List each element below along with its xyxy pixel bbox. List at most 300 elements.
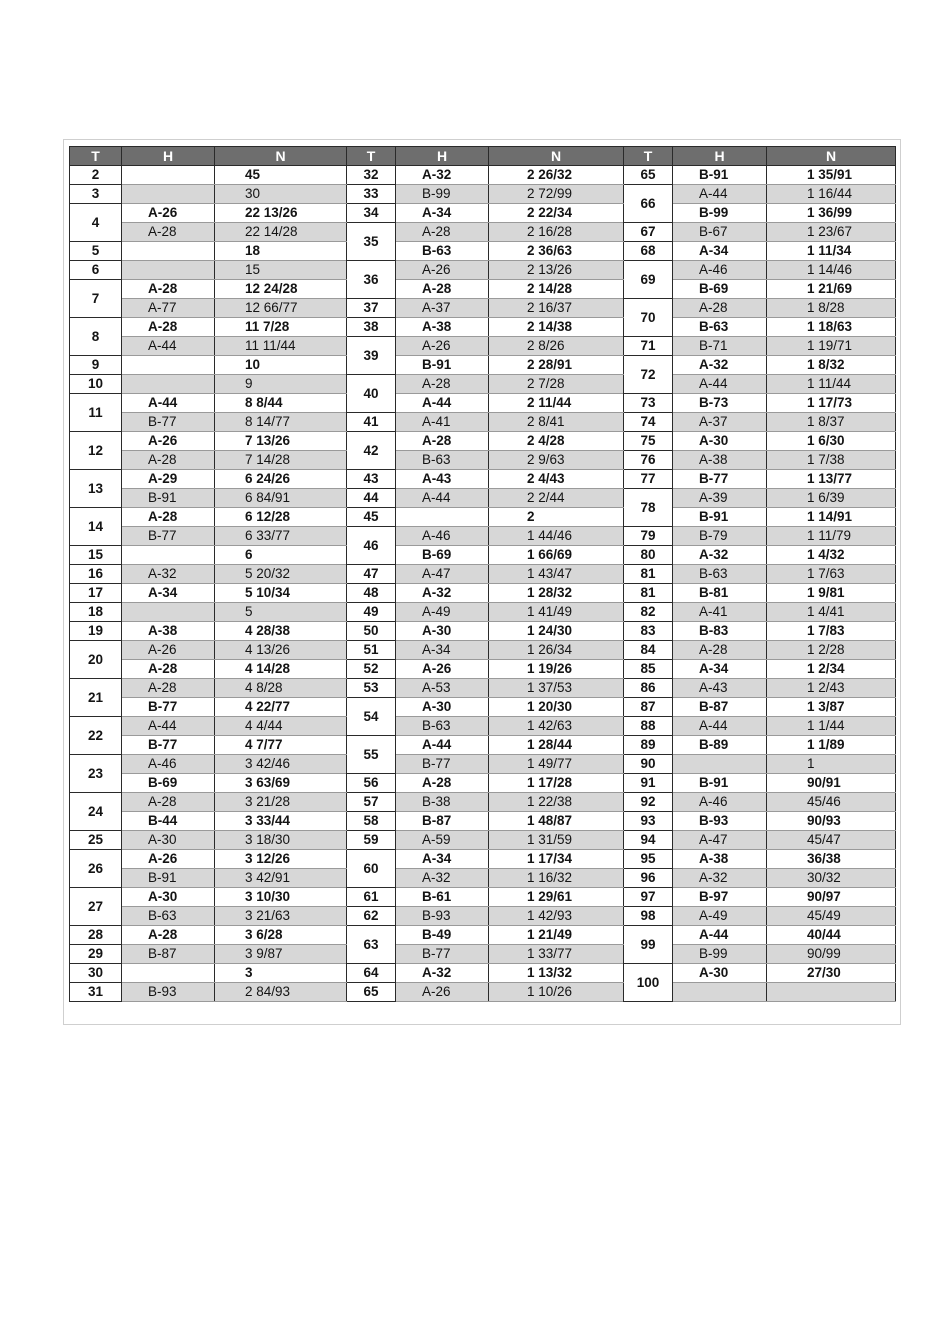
cell-n: 1 28/44: [489, 736, 624, 755]
cell-n: 40/44: [767, 926, 896, 945]
table-row: [70, 356, 896, 375]
cell-h: B-63: [396, 242, 489, 261]
cell-n: 1 11/79: [767, 527, 896, 546]
cell-t: 61: [347, 888, 396, 907]
table-row: [70, 1002, 896, 1021]
cell-t: 72: [624, 356, 673, 394]
cell-n: 1 37/53: [489, 679, 624, 698]
cell-t: 25: [70, 831, 122, 850]
cell-h: A-46: [673, 261, 767, 280]
cell-t: 90: [624, 755, 673, 774]
table-row: [70, 660, 896, 679]
cell-t: 95: [624, 850, 673, 869]
cell-n: 1 4/41: [767, 603, 896, 622]
cell-n: 1 42/93: [489, 907, 624, 926]
cell-h: A-37: [673, 413, 767, 432]
cell-h: B-91: [673, 508, 767, 527]
table-row: [70, 527, 896, 546]
cell-t: 65: [624, 166, 673, 185]
table-row: [70, 641, 896, 660]
cell-t: 91: [624, 774, 673, 793]
cell-t: 78: [624, 489, 673, 527]
cell-h: B-67: [673, 223, 767, 242]
cell-h: A-44: [673, 375, 767, 394]
cell-h: A-37: [396, 299, 489, 318]
cell-h: B-63: [673, 318, 767, 337]
cell-h: A-41: [673, 603, 767, 622]
cell-h: B-99: [396, 185, 489, 204]
cell-t: 35: [347, 223, 396, 261]
cell-n: 6 24/26: [215, 470, 347, 489]
cell-h: [673, 983, 767, 1002]
cell-n: 6 84/91: [215, 489, 347, 508]
cell-n: 45: [215, 166, 347, 185]
cell-n: 6: [215, 546, 347, 565]
cell-h: A-26: [122, 850, 215, 869]
cell-n: 1 21/69: [767, 280, 896, 299]
table-row: [70, 793, 896, 812]
cell-t: 74: [624, 413, 673, 432]
table-row: [70, 546, 896, 565]
cell-h: B-91: [673, 774, 767, 793]
cell-n: 4 22/77: [215, 698, 347, 717]
cell-t: 58: [347, 812, 396, 831]
cell-h: B-87: [122, 945, 215, 964]
header-n-3: N: [767, 147, 896, 166]
header-n-2: N: [489, 147, 624, 166]
index-table: [69, 146, 896, 1020]
cell-t: 48: [347, 584, 396, 603]
cell-t: 56: [347, 774, 396, 793]
cell-n: 4 8/28: [215, 679, 347, 698]
cell-n: 2 7/28: [489, 375, 624, 394]
cell-n: 1 22/38: [489, 793, 624, 812]
cell-n: 2: [489, 508, 624, 527]
table-row: [70, 166, 896, 185]
cell-h: A-32: [396, 869, 489, 888]
cell-n: 18: [215, 242, 347, 261]
table-row: [70, 584, 896, 603]
cell-n: 1 66/69: [489, 546, 624, 565]
cell-t: 55: [347, 736, 396, 774]
cell-n: 90/91: [767, 774, 896, 793]
cell-t: 21: [70, 679, 122, 717]
cell-t: 67: [624, 223, 673, 242]
cell-t: 75: [624, 432, 673, 451]
cell-h: A-30: [396, 622, 489, 641]
cell-t: 16: [70, 565, 122, 584]
cell-n: 3: [215, 964, 347, 983]
cell-t: 41: [347, 413, 396, 432]
cell-n: 1 14/46: [767, 261, 896, 280]
cell-t: 14: [70, 508, 122, 546]
table-row: [70, 185, 896, 204]
cell-n: 3 21/63: [215, 907, 347, 926]
cell-h: A-44: [122, 717, 215, 736]
cell-h: B-93: [673, 812, 767, 831]
cell-h: A-44: [673, 717, 767, 736]
cell-t: 63: [347, 926, 396, 964]
cell-n: 30/32: [767, 869, 896, 888]
cell-t: 89: [624, 736, 673, 755]
cell-n: 1 2/43: [767, 679, 896, 698]
cell-h: A-28: [396, 223, 489, 242]
cell-h: A-30: [673, 964, 767, 983]
cell-n: 1 10/26: [489, 983, 624, 1002]
cell-h: [122, 261, 215, 280]
cell-n: 1 3/87: [767, 698, 896, 717]
cell-h: A-34: [673, 242, 767, 261]
cell-t: 86: [624, 679, 673, 698]
cell-n: 2 72/99: [489, 185, 624, 204]
cell-n: 1 48/87: [489, 812, 624, 831]
cell-t: 13: [70, 470, 122, 508]
cell-n: 2 8/26: [489, 337, 624, 356]
cell-h: B-79: [673, 527, 767, 546]
cell-h: B-69: [673, 280, 767, 299]
table-row: [70, 983, 896, 1002]
cell-n: 3 42/91: [215, 869, 347, 888]
table-row: [70, 812, 896, 831]
cell-h: B-87: [396, 812, 489, 831]
cell-h: A-28: [122, 926, 215, 945]
cell-t: 100: [624, 964, 673, 1002]
cell-h: B-99: [673, 204, 767, 223]
cell-h: A-30: [396, 698, 489, 717]
cell-n: 1 42/63: [489, 717, 624, 736]
cell-n: 2 2/44: [489, 489, 624, 508]
cell-t: 84: [624, 641, 673, 660]
table-row: [70, 299, 896, 318]
cell-h: A-77: [122, 299, 215, 318]
cell-h: B-87: [673, 698, 767, 717]
cell-n: 6 33/77: [215, 527, 347, 546]
cell-n: 1 6/39: [767, 489, 896, 508]
cell-h: [122, 964, 215, 983]
cell-n: 1 9/81: [767, 584, 896, 603]
cell-n: 1 17/73: [767, 394, 896, 413]
table-row: [70, 679, 896, 698]
cell-t: 32: [347, 166, 396, 185]
table-row: [70, 242, 896, 261]
cell-t: 8: [70, 318, 122, 356]
cell-t: 29: [70, 945, 122, 964]
cell-h: B-38: [396, 793, 489, 812]
header-h-3: H: [673, 147, 767, 166]
cell-n: 2 9/63: [489, 451, 624, 470]
cell-h: B-63: [122, 907, 215, 926]
cell-h: A-34: [396, 204, 489, 223]
cell-t: 44: [347, 489, 396, 508]
cell-n: 1 11/34: [767, 242, 896, 261]
cell-n: 2 4/43: [489, 470, 624, 489]
cell-n: 1 1/89: [767, 736, 896, 755]
cell-n: 2 36/63: [489, 242, 624, 261]
cell-h: B-77: [122, 736, 215, 755]
cell-n: 2 13/26: [489, 261, 624, 280]
cell-t: 76: [624, 451, 673, 470]
cell-t: 33: [347, 185, 396, 204]
cell-n: 1 16/44: [767, 185, 896, 204]
cell-h: B-77: [396, 945, 489, 964]
table-row: [70, 907, 896, 926]
cell-t: 10: [70, 375, 122, 394]
cell-t: 27: [70, 888, 122, 926]
cell-h: A-29: [122, 470, 215, 489]
cell-n: 22 14/28: [215, 223, 347, 242]
cell-h: A-47: [396, 565, 489, 584]
cell-n: 8 14/77: [215, 413, 347, 432]
cell-t: 19: [70, 622, 122, 641]
cell-h: B-71: [673, 337, 767, 356]
cell-n: 1 7/63: [767, 565, 896, 584]
cell-n: 1 17/28: [489, 774, 624, 793]
cell-t: 81: [624, 565, 673, 584]
cell-n: 4 7/77: [215, 736, 347, 755]
cell-h: B-63: [396, 717, 489, 736]
cell-h: [396, 508, 489, 527]
cell-t: 82: [624, 603, 673, 622]
cell-n: 5: [215, 603, 347, 622]
table-row: [70, 698, 896, 717]
cell-h: A-49: [396, 603, 489, 622]
cell-h: A-28: [122, 280, 215, 299]
cell-h: A-28: [122, 508, 215, 527]
cell-h: A-28: [122, 660, 215, 679]
cell-t: 12: [70, 432, 122, 470]
cell-h: A-32: [122, 565, 215, 584]
cell-n: 11 7/28: [215, 318, 347, 337]
cell-h: B-93: [122, 983, 215, 1002]
cell-n: 36/38: [767, 850, 896, 869]
cell-h: A-43: [396, 470, 489, 489]
cell-n: 1 31/59: [489, 831, 624, 850]
cell-h: B-77: [396, 755, 489, 774]
cell-t: 5: [70, 242, 122, 261]
cell-h: [122, 166, 215, 185]
cell-t: 52: [347, 660, 396, 679]
cell-n: 5 10/34: [215, 584, 347, 603]
cell-h: B-91: [396, 356, 489, 375]
cell-t: 68: [624, 242, 673, 261]
cell-h: [122, 185, 215, 204]
cell-t: 43: [347, 470, 396, 489]
cell-h: A-34: [122, 584, 215, 603]
cell-h: A-28: [396, 375, 489, 394]
cell-h: B-49: [396, 926, 489, 945]
cell-h: B-89: [673, 736, 767, 755]
table-row: [70, 926, 896, 945]
cell-h: A-44: [673, 185, 767, 204]
cell-t: 50: [347, 622, 396, 641]
cell-n: 15: [215, 261, 347, 280]
cell-t: 87: [624, 698, 673, 717]
cell-h: A-30: [673, 432, 767, 451]
table-row: [70, 565, 896, 584]
table-row: [70, 318, 896, 337]
cell-h: B-63: [673, 565, 767, 584]
cell-t: 39: [347, 337, 396, 375]
cell-h: A-38: [673, 850, 767, 869]
table-row: [70, 451, 896, 470]
cell-n: 2 28/91: [489, 356, 624, 375]
cell-t: 28: [70, 926, 122, 945]
cell-t: 99: [624, 926, 673, 964]
cell-h: B-91: [673, 166, 767, 185]
table-row: [70, 736, 896, 755]
cell-t: 36: [347, 261, 396, 299]
cell-h: A-43: [673, 679, 767, 698]
table-row: [70, 280, 896, 299]
cell-n: 1 26/34: [489, 641, 624, 660]
cell-n: 12 24/28: [215, 280, 347, 299]
cell-n: 30: [215, 185, 347, 204]
cell-n: 1 19/71: [767, 337, 896, 356]
header-h-1: H: [122, 147, 215, 166]
cell-n: 1 1/44: [767, 717, 896, 736]
cell-t: 18: [70, 603, 122, 622]
cell-n: 11 11/44: [215, 337, 347, 356]
table-row: [70, 755, 896, 774]
cell-h: A-28: [673, 641, 767, 660]
cell-h: B-61: [396, 888, 489, 907]
cell-t: 88: [624, 717, 673, 736]
cell-t: 46: [347, 527, 396, 565]
cell-h: [122, 546, 215, 565]
table-row: [70, 888, 896, 907]
cell-n: 6 12/28: [215, 508, 347, 527]
table-row: [70, 945, 896, 964]
cell-n: 1 49/77: [489, 755, 624, 774]
cell-t: 51: [347, 641, 396, 660]
cell-h: B-83: [673, 622, 767, 641]
cell-t: 85: [624, 660, 673, 679]
cell-h: A-38: [396, 318, 489, 337]
cell-n: 7 13/26: [215, 432, 347, 451]
cell-h: A-32: [673, 869, 767, 888]
cell-t: 54: [347, 698, 396, 736]
cell-n: 5 20/32: [215, 565, 347, 584]
cell-n: 1 29/61: [489, 888, 624, 907]
cell-h: A-28: [122, 451, 215, 470]
cell-t: 97: [624, 888, 673, 907]
cell-h: B-77: [122, 698, 215, 717]
cell-n: 3 18/30: [215, 831, 347, 850]
table-row: [70, 850, 896, 869]
cell-n: 1 28/32: [489, 584, 624, 603]
cell-n: 3 10/30: [215, 888, 347, 907]
cell-n: 1 23/67: [767, 223, 896, 242]
cell-n: 1 13/77: [767, 470, 896, 489]
cell-h: A-26: [396, 660, 489, 679]
header-row: [70, 147, 896, 166]
cell-n: 1 35/91: [767, 166, 896, 185]
cell-n: 1 43/47: [489, 565, 624, 584]
cell-t: 62: [347, 907, 396, 926]
cell-n: 90/93: [767, 812, 896, 831]
cell-n: 1 17/34: [489, 850, 624, 869]
cell-t: 64: [347, 964, 396, 983]
cell-h: A-44: [396, 489, 489, 508]
cell-h: B-69: [122, 774, 215, 793]
cell-h: A-38: [673, 451, 767, 470]
cell-t: 73: [624, 394, 673, 413]
cell-t: 30: [70, 964, 122, 983]
cell-h: A-41: [396, 413, 489, 432]
table-row: [70, 869, 896, 888]
cell-h: A-28: [396, 432, 489, 451]
cell-h: A-59: [396, 831, 489, 850]
cell-h: A-26: [122, 641, 215, 660]
cell-n: 2 8/41: [489, 413, 624, 432]
cell-n: 22 13/26: [215, 204, 347, 223]
cell-n: 45/49: [767, 907, 896, 926]
cell-n: 2 4/28: [489, 432, 624, 451]
cell-n: 2 84/93: [215, 983, 347, 1002]
cell-h: A-32: [396, 166, 489, 185]
cell-t: 2: [70, 166, 122, 185]
cell-h: B-77: [673, 470, 767, 489]
cell-h: A-34: [673, 660, 767, 679]
cell-n: 1 7/83: [767, 622, 896, 641]
cell-n: 1 44/46: [489, 527, 624, 546]
cell-h: A-28: [396, 280, 489, 299]
cell-h: A-28: [673, 299, 767, 318]
cell-t: 37: [347, 299, 396, 318]
cell-h: B-97: [673, 888, 767, 907]
cell-t: 59: [347, 831, 396, 850]
cell-t: 49: [347, 603, 396, 622]
table-row: [70, 470, 896, 489]
cell-h: [122, 242, 215, 261]
cell-n: 1 6/30: [767, 432, 896, 451]
cell-h: A-53: [396, 679, 489, 698]
cell-t: 26: [70, 850, 122, 888]
cell-n: 1 13/32: [489, 964, 624, 983]
cell-t: 81: [624, 584, 673, 603]
cell-h: A-34: [396, 641, 489, 660]
cell-h: A-28: [122, 679, 215, 698]
cell-t: 7: [70, 280, 122, 318]
cell-h: A-32: [396, 584, 489, 603]
cell-t: 96: [624, 869, 673, 888]
cell-n: 8 8/44: [215, 394, 347, 413]
cell-t: 3: [70, 185, 122, 204]
cell-h: A-26: [122, 432, 215, 451]
cell-h: A-44: [122, 394, 215, 413]
cell-t: 11: [70, 394, 122, 432]
cell-h: A-30: [122, 831, 215, 850]
cell-h: A-26: [396, 261, 489, 280]
cell-t: 70: [624, 299, 673, 337]
cell-n: 3 42/46: [215, 755, 347, 774]
cell-n: 1 7/38: [767, 451, 896, 470]
cell-n: 1 41/49: [489, 603, 624, 622]
cell-h: A-28: [122, 223, 215, 242]
cell-h: A-49: [673, 907, 767, 926]
cell-t: 9: [70, 356, 122, 375]
cell-t: 83: [624, 622, 673, 641]
cell-n: 2 11/44: [489, 394, 624, 413]
cell-t: 42: [347, 432, 396, 470]
cell-t: 77: [624, 470, 673, 489]
index-table-frame: [63, 139, 901, 1025]
cell-n: 1 20/30: [489, 698, 624, 717]
table-row: [70, 622, 896, 641]
header-t-2: T: [347, 147, 396, 166]
cell-h: [122, 356, 215, 375]
table-row: [70, 603, 896, 622]
